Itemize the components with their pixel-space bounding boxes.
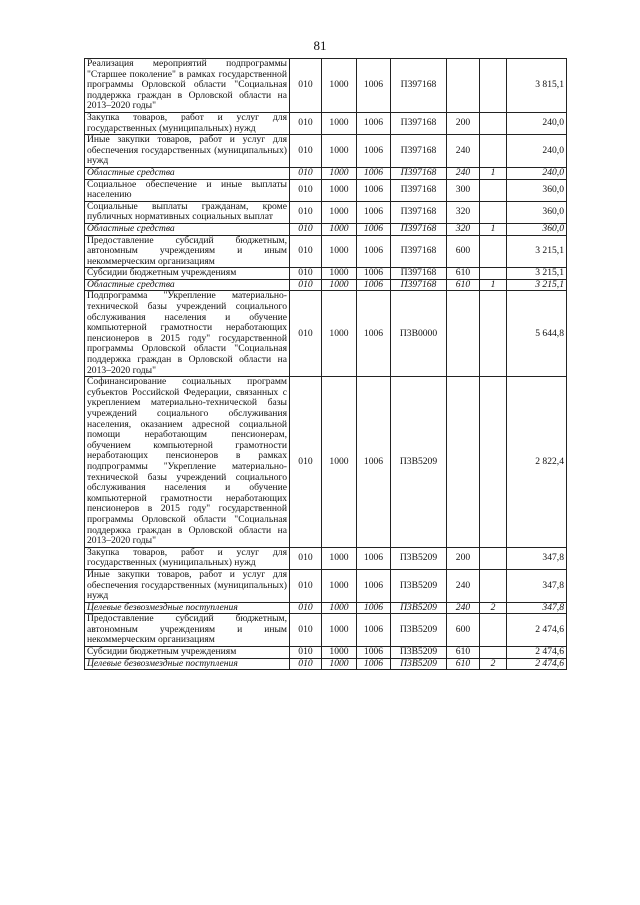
cell-target-article: П397168 [391, 135, 447, 168]
cell-amount: 360,0 [507, 223, 567, 235]
table-row [85, 167, 567, 179]
cell-target-article: П3В5209 [391, 602, 447, 614]
cell-funding-source [480, 377, 507, 548]
cell-subsection-code: 1006 [357, 569, 391, 602]
cell-expense-type: 240 [447, 167, 480, 179]
cell-subsection-code: 1006 [357, 377, 391, 548]
cell-section-code: 1000 [322, 167, 357, 179]
cell-description: Закупка товаров, работ и услуг для государственных (муниципальных) нужд [85, 112, 290, 134]
cell-funding-source [480, 547, 507, 569]
cell-funding-source [480, 59, 507, 113]
cell-description: Реализация мероприятий подпрограммы "Старшее поколение" в рамках государственной программы Орловской области "Социальная поддержка граждан в Орловской области на 2013–2020 годы" [85, 59, 290, 113]
cell-target-article: П397168 [391, 167, 447, 179]
cell-expense-type: 320 [447, 201, 480, 223]
cell-section-code: 1000 [322, 279, 357, 291]
cell-description: Предоставление субсидий бюджетным, автономным учреждениям и иным некоммерческим организациям [85, 235, 290, 268]
cell-expense-type: 240 [447, 602, 480, 614]
cell-target-article: П3В5209 [391, 569, 447, 602]
table-row [85, 377, 567, 548]
table-row [85, 658, 567, 670]
cell-description: Социальное обеспечение и иные выплаты населению [85, 179, 290, 201]
cell-ministry-code: 010 [290, 602, 322, 614]
cell-description: Субсидии бюджетным учреждениям [85, 647, 290, 659]
cell-section-code: 1000 [322, 179, 357, 201]
cell-section-code: 1000 [322, 223, 357, 235]
cell-description: Предоставление субсидий бюджетным, автономным учреждениям и иным некоммерческим организациям [85, 614, 290, 647]
cell-target-article: П397168 [391, 112, 447, 134]
cell-amount: 3 215,1 [507, 235, 567, 268]
cell-ministry-code: 010 [290, 268, 322, 280]
cell-amount: 2 474,6 [507, 658, 567, 670]
table-row [85, 614, 567, 647]
cell-ministry-code: 010 [290, 569, 322, 602]
cell-target-article: П397168 [391, 179, 447, 201]
cell-section-code: 1000 [322, 658, 357, 670]
cell-description: Целевые безвозмездные поступления [85, 658, 290, 670]
cell-subsection-code: 1006 [357, 179, 391, 201]
cell-section-code: 1000 [322, 291, 357, 377]
table-row [85, 602, 567, 614]
cell-amount: 2 474,6 [507, 647, 567, 659]
cell-ministry-code: 010 [290, 201, 322, 223]
cell-section-code: 1000 [322, 235, 357, 268]
cell-subsection-code: 1006 [357, 647, 391, 659]
cell-expense-type: 300 [447, 179, 480, 201]
table-row [85, 235, 567, 268]
cell-description: Областные средства [85, 279, 290, 291]
cell-ministry-code: 010 [290, 614, 322, 647]
cell-amount: 2 822,4 [507, 377, 567, 548]
cell-section-code: 1000 [322, 59, 357, 113]
cell-target-article: П397168 [391, 201, 447, 223]
cell-subsection-code: 1006 [357, 223, 391, 235]
cell-ministry-code: 010 [290, 223, 322, 235]
table-row [85, 223, 567, 235]
cell-expense-type: 320 [447, 223, 480, 235]
table-row [85, 201, 567, 223]
table-row [85, 569, 567, 602]
cell-funding-source: 2 [480, 658, 507, 670]
cell-subsection-code: 1006 [357, 602, 391, 614]
cell-ministry-code: 010 [290, 167, 322, 179]
cell-target-article: П397168 [391, 59, 447, 113]
cell-ministry-code: 010 [290, 59, 322, 113]
cell-section-code: 1000 [322, 614, 357, 647]
cell-ministry-code: 010 [290, 547, 322, 569]
cell-subsection-code: 1006 [357, 547, 391, 569]
cell-ministry-code: 010 [290, 179, 322, 201]
cell-ministry-code: 010 [290, 377, 322, 548]
cell-expense-type [447, 291, 480, 377]
cell-amount: 240,0 [507, 112, 567, 134]
table-row [85, 647, 567, 659]
cell-amount: 240,0 [507, 167, 567, 179]
cell-section-code: 1000 [322, 647, 357, 659]
cell-amount: 3 215,1 [507, 268, 567, 280]
cell-amount: 360,0 [507, 201, 567, 223]
cell-subsection-code: 1006 [357, 59, 391, 113]
cell-section-code: 1000 [322, 377, 357, 548]
cell-target-article: П3В5209 [391, 658, 447, 670]
cell-funding-source: 1 [480, 279, 507, 291]
cell-subsection-code: 1006 [357, 167, 391, 179]
cell-expense-type [447, 377, 480, 548]
cell-description: Иные закупки товаров, работ и услуг для обеспечения государственных (муниципальных) нужд [85, 569, 290, 602]
cell-expense-type: 610 [447, 647, 480, 659]
cell-expense-type: 600 [447, 235, 480, 268]
cell-funding-source: 1 [480, 167, 507, 179]
cell-ministry-code: 010 [290, 235, 322, 268]
cell-amount: 240,0 [507, 135, 567, 168]
cell-expense-type: 200 [447, 547, 480, 569]
cell-section-code: 1000 [322, 602, 357, 614]
cell-amount: 347,8 [507, 602, 567, 614]
cell-description: Областные средства [85, 223, 290, 235]
budget-table [84, 58, 567, 670]
cell-description: Иные закупки товаров, работ и услуг для обеспечения государственных (муниципальных) нужд [85, 135, 290, 168]
cell-section-code: 1000 [322, 112, 357, 134]
cell-section-code: 1000 [322, 569, 357, 602]
table-row [85, 59, 567, 113]
cell-description: Областные средства [85, 167, 290, 179]
cell-expense-type: 610 [447, 268, 480, 280]
cell-funding-source [480, 135, 507, 168]
cell-target-article: П397168 [391, 235, 447, 268]
cell-amount: 347,8 [507, 569, 567, 602]
cell-expense-type: 240 [447, 135, 480, 168]
cell-subsection-code: 1006 [357, 658, 391, 670]
cell-subsection-code: 1006 [357, 201, 391, 223]
cell-funding-source: 1 [480, 223, 507, 235]
cell-funding-source: 2 [480, 602, 507, 614]
table-row [85, 268, 567, 280]
cell-description: Социальные выплаты гражданам, кроме публичных нормативных социальных выплат [85, 201, 290, 223]
cell-target-article: П3В0000 [391, 291, 447, 377]
cell-funding-source [480, 201, 507, 223]
cell-ministry-code: 010 [290, 135, 322, 168]
cell-section-code: 1000 [322, 135, 357, 168]
cell-funding-source [480, 235, 507, 268]
table-row [85, 112, 567, 134]
cell-target-article: П3В5209 [391, 647, 447, 659]
cell-subsection-code: 1006 [357, 235, 391, 268]
cell-funding-source [480, 291, 507, 377]
cell-amount: 5 644,8 [507, 291, 567, 377]
cell-ministry-code: 010 [290, 291, 322, 377]
cell-subsection-code: 1006 [357, 291, 391, 377]
cell-subsection-code: 1006 [357, 268, 391, 280]
table-row [85, 291, 567, 377]
cell-expense-type: 240 [447, 569, 480, 602]
cell-funding-source [480, 268, 507, 280]
cell-expense-type: 610 [447, 279, 480, 291]
cell-ministry-code: 010 [290, 112, 322, 134]
cell-target-article: П397168 [391, 268, 447, 280]
cell-description: Софинансирование социальных программ субъектов Российской Федерации, связанных с укреплением материально-технической базы учреждений социального обслуживания населения, оказанием адресной социальной помощи неработающим пенсионерам, обучением компьютерной грамотности неработающих пенсионеров в рамках подпрограммы "Укрепление материально-технической базы учреждений социального обслуживания населения и обучение компьютерной грамотности неработающих пенсионеров в 2015 году" государственной программы Орловской области "Социальная поддержка граждан в Орловской области на 2013–2020 годы" [85, 377, 290, 548]
cell-subsection-code: 1006 [357, 112, 391, 134]
cell-funding-source [480, 569, 507, 602]
table-row [85, 179, 567, 201]
cell-amount: 360,0 [507, 179, 567, 201]
cell-amount: 3 815,1 [507, 59, 567, 113]
cell-subsection-code: 1006 [357, 614, 391, 647]
cell-amount: 2 474,6 [507, 614, 567, 647]
cell-description: Субсидии бюджетным учреждениям [85, 268, 290, 280]
cell-description: Закупка товаров, работ и услуг для государственных (муниципальных) нужд [85, 547, 290, 569]
cell-funding-source [480, 112, 507, 134]
cell-funding-source [480, 179, 507, 201]
cell-expense-type [447, 59, 480, 113]
cell-subsection-code: 1006 [357, 135, 391, 168]
cell-target-article: П3В5209 [391, 614, 447, 647]
cell-description: Подпрограмма "Укрепление материально-технической базы учреждений социального обслуживания населения и обучение компьютерной грамотности неработающих пенсионеров в 2015 году" государственной программы Орловской области "Социальная поддержка граждан в Орловской области на 2013–2020 годы" [85, 291, 290, 377]
cell-funding-source [480, 614, 507, 647]
cell-section-code: 1000 [322, 201, 357, 223]
table-row [85, 135, 567, 168]
cell-amount: 3 215,1 [507, 279, 567, 291]
cell-target-article: П3В5209 [391, 377, 447, 548]
page-number: 81 [313, 38, 327, 53]
cell-amount: 347,8 [507, 547, 567, 569]
cell-funding-source [480, 647, 507, 659]
cell-ministry-code: 010 [290, 279, 322, 291]
cell-section-code: 1000 [322, 268, 357, 280]
cell-expense-type: 600 [447, 614, 480, 647]
cell-section-code: 1000 [322, 547, 357, 569]
cell-expense-type: 200 [447, 112, 480, 134]
cell-subsection-code: 1006 [357, 279, 391, 291]
table-row [85, 547, 567, 569]
cell-target-article: П397168 [391, 279, 447, 291]
cell-ministry-code: 010 [290, 658, 322, 670]
cell-description: Целевые безвозмездные поступления [85, 602, 290, 614]
cell-target-article: П3В5209 [391, 547, 447, 569]
cell-ministry-code: 010 [290, 647, 322, 659]
cell-expense-type: 610 [447, 658, 480, 670]
table-row [85, 279, 567, 291]
cell-target-article: П397168 [391, 223, 447, 235]
